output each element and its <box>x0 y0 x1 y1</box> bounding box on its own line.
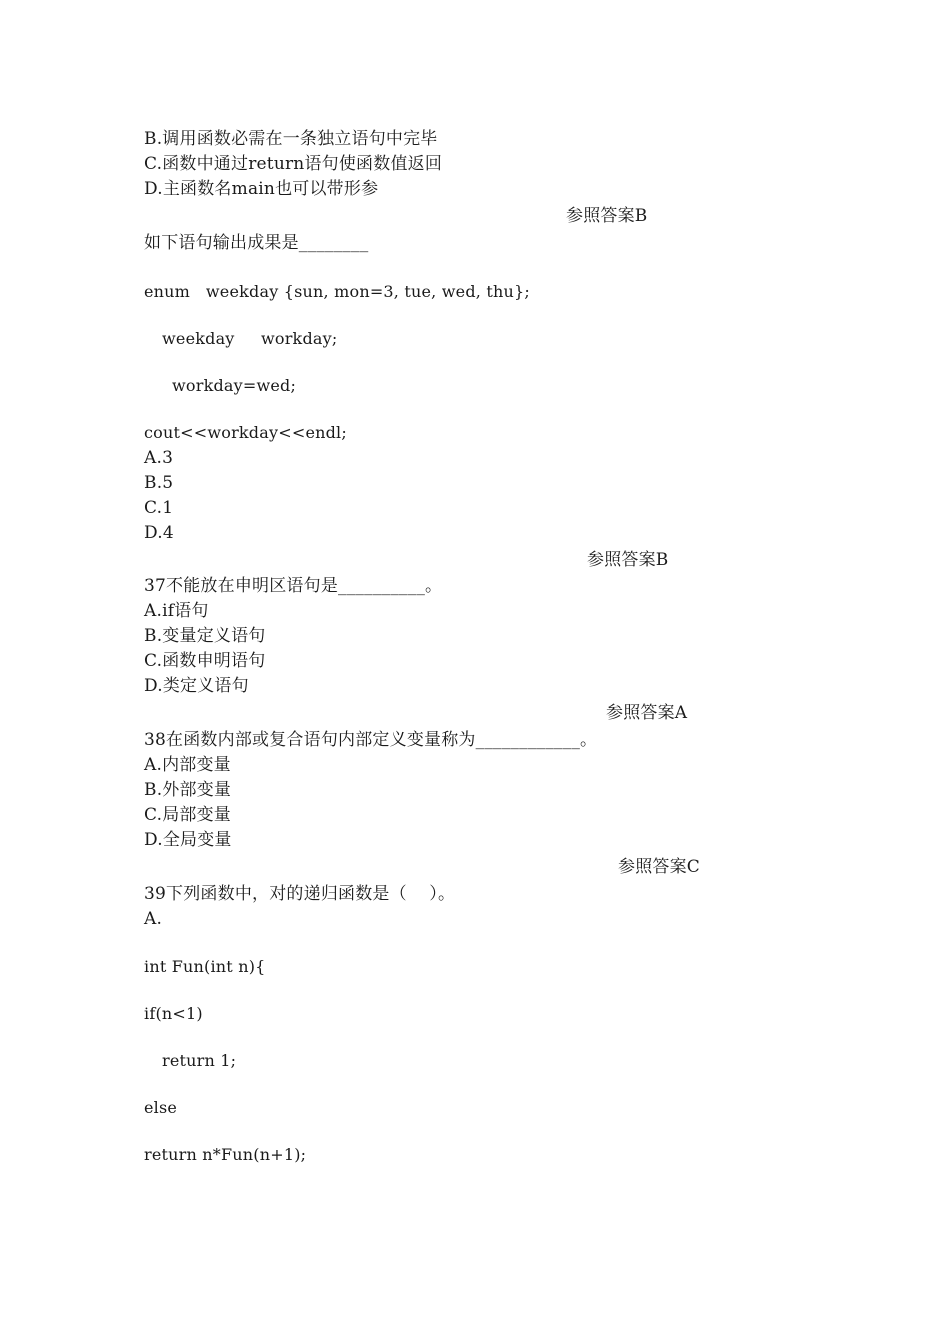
q39-code-line-4: else <box>144 1098 178 1117</box>
q36-answer: 参照答案B <box>587 550 669 570</box>
q39-option-a-label: A. <box>144 909 163 929</box>
q38-stem: 38在函数内部或复合语句内部定义变量称为____________。 <box>144 730 598 750</box>
q37-option-c: C.函数申明语句 <box>144 651 266 671</box>
q36-option-a: A.3 <box>144 448 174 468</box>
q38-answer: 参照答案C <box>618 857 701 877</box>
q37-option-b: B.变量定义语句 <box>144 626 266 646</box>
q39-code-line-1: int Fun(int n){ <box>144 957 266 976</box>
prev-option-d: D.主函数名main也可以带形参 <box>144 179 379 199</box>
q38-option-d: D.全局变量 <box>144 830 232 850</box>
q39-stem: 39下列函数中，对的递归函数是（ ）。 <box>144 884 456 904</box>
q37-stem: 37不能放在申明区语句是__________。 <box>144 576 443 596</box>
q39-code-line-5: return n*Fun(n+1); <box>144 1145 307 1164</box>
q39-code-line-3: return 1; <box>162 1051 237 1070</box>
q37-option-a: A.if语句 <box>144 601 209 621</box>
q36-code-line-1: enum weekday {sun, mon=3, tue, wed, thu}; <box>144 282 530 301</box>
q39-code-line-2: if(n<1) <box>144 1004 203 1023</box>
q36-code-line-3: workday=wed; <box>172 376 297 395</box>
q36-stem: 如下语句输出成果是________ <box>144 233 369 253</box>
prev-answer: 参照答案B <box>566 206 648 226</box>
q36-option-c: C.1 <box>144 498 174 518</box>
q36-code-line-2: weekday workday; <box>162 329 338 348</box>
q36-option-d: D.4 <box>144 523 174 543</box>
prev-option-c: C.函数中通过return语句使函数值返回 <box>144 154 443 174</box>
q36-code-line-4: cout<<workday<<endl; <box>144 423 347 442</box>
q38-option-a: A.内部变量 <box>144 755 231 775</box>
q38-option-b: B.外部变量 <box>144 780 232 800</box>
q36-option-b: B.5 <box>144 473 174 493</box>
q37-option-d: D.类定义语句 <box>144 676 249 696</box>
prev-option-b: B.调用函数必需在一条独立语句中完毕 <box>144 129 438 149</box>
q37-answer: 参照答案A <box>606 703 688 723</box>
q38-option-c: C.局部变量 <box>144 805 232 825</box>
